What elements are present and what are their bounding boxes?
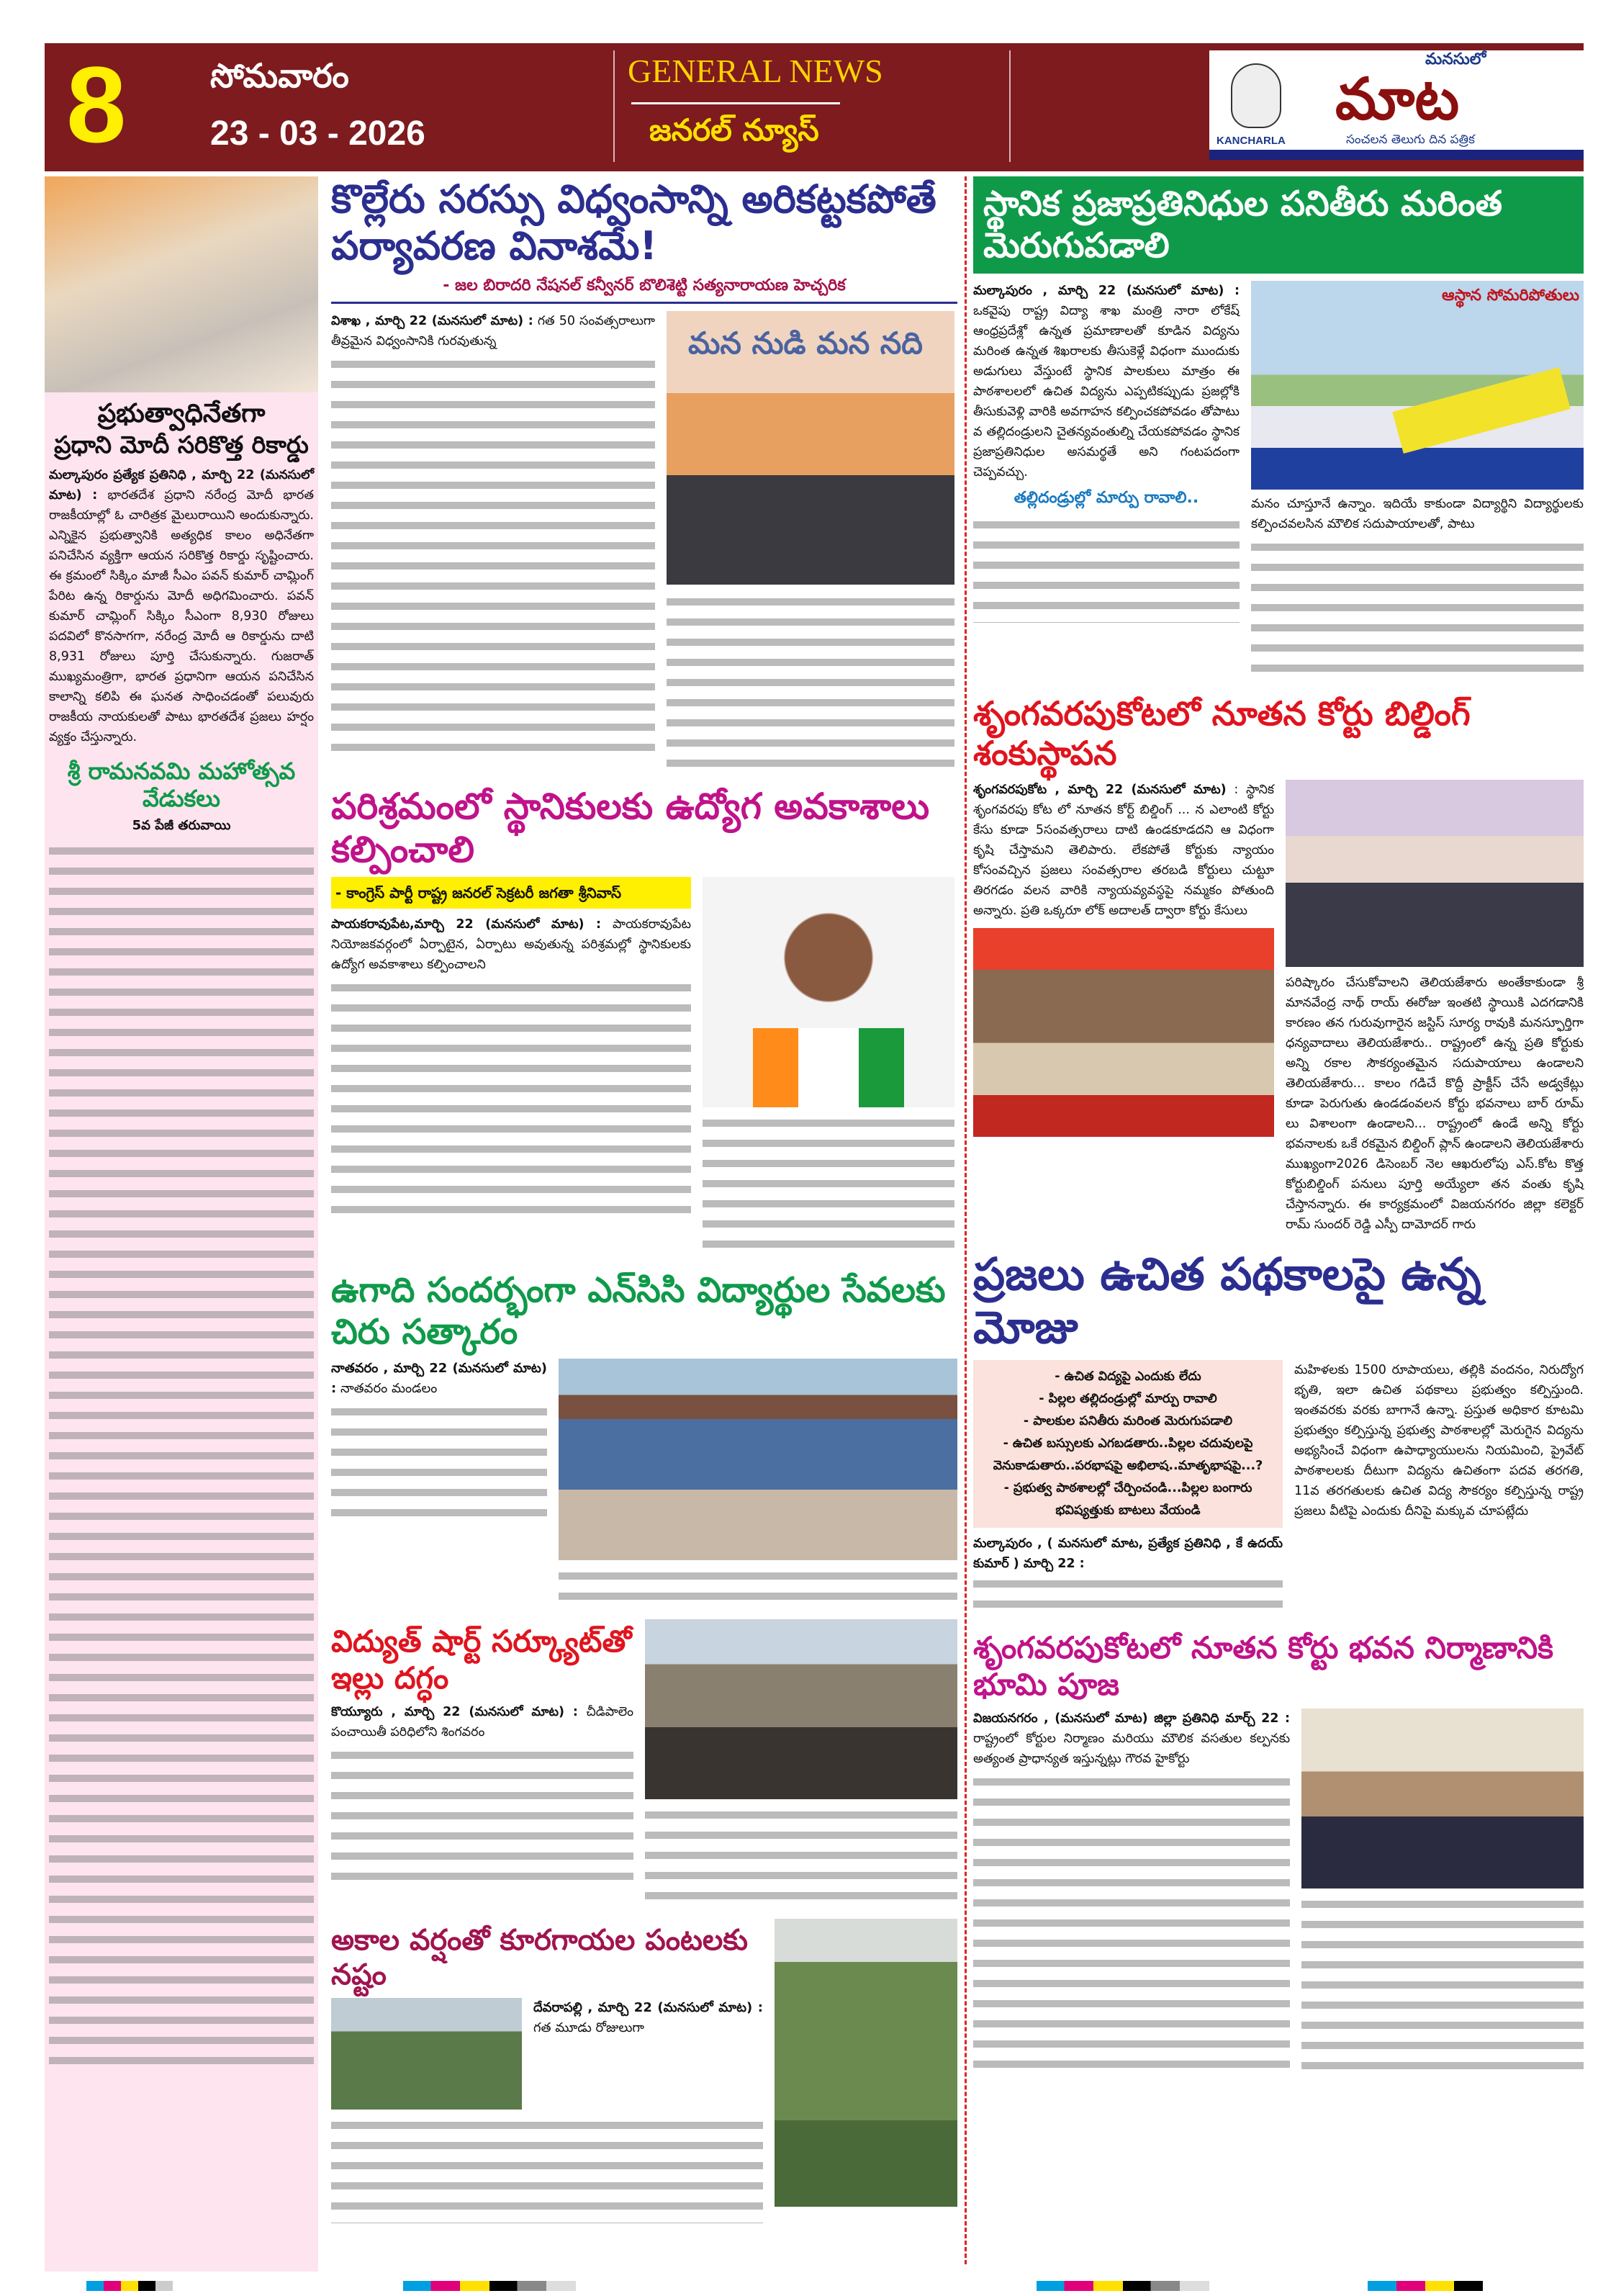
divider xyxy=(631,102,840,104)
jagata-srinivas-photo xyxy=(703,877,954,1107)
article-fire xyxy=(331,1619,957,1906)
logo-brand: KANCHARLA xyxy=(1216,135,1286,147)
article-right xyxy=(1301,1709,1584,2081)
article-left xyxy=(331,1919,763,2223)
headline: ప్రభుత్వాధినేతగా xyxy=(97,399,266,428)
article-right xyxy=(667,311,954,772)
article-body xyxy=(45,465,318,747)
headline: శ్రీ రామనవమి మహోత్సవ వేడుకలు xyxy=(67,757,296,813)
article-body xyxy=(331,1359,547,1399)
section-title-te: జనరల్ న్యూస్ xyxy=(649,112,819,148)
headline: శృంగవరపుకోటలో నూతన కోర్టు బిల్డింగ్ శంకుస్థాపన xyxy=(973,694,1471,773)
photo-caption-text xyxy=(703,1113,954,1257)
newspaper-logo xyxy=(1209,50,1584,160)
article-body-continued xyxy=(331,1402,547,1524)
print-registration-bar xyxy=(1368,2281,1483,2291)
dateline: పాయకరావుపేట,మార్చి 22 (మనసులో మాట) : xyxy=(331,917,602,932)
reclining-man-figure xyxy=(1392,367,1570,454)
dateline: విశాఖ , మార్చి 22 (మనసులో మాట) : xyxy=(331,314,533,329)
article-body-continued xyxy=(331,1745,633,1889)
logo-small: మనసులో xyxy=(1425,50,1486,68)
subhead: - జల బిరాదరి నేషనల్ కన్వీనర్ బొలిశెట్టి సత్యనారాయణ హెచ్చరిక xyxy=(331,276,957,305)
article-text: మహిళలకు 1500 రూపాయలు, తల్లికి వందనం, నిరుద్యోగ భృతి, ఇలా ఉచిత పథకాలు ప్రభుత్వం కల్పిస్తుంది. ఇంతవరకు వరకు బాగానే ఉన్నా. ప్రస్తుత అధికార కూటమి ప్రభుత్వం కల్పిస్తున్న ప్రభుత్వ పాఠశాలల్లో మెరుగైన విద్యను అభ్యసించే విధంగా ఉపాధ్యాయులను నియమించి, ప్రైవేట్ పాఠశాలలకు దీటుగా విద్యను ఉచితంగా పదవ తరగతి, 11వ తరగతులకు ఉచిత విద్య సౌకర్యం కల్పిస్తున్న రాష్ట్ర ప్రజలు వీటిపై ఎందుకు దీనిపై మక్కువ చూపట్లేదు xyxy=(1294,1363,1584,1519)
article-body xyxy=(1251,494,1584,534)
article-body xyxy=(331,1702,633,1742)
headline: పరిశ్రమంలో స్థానికులకు ఉద్యోగ అవకాశాలు కల్పించాలి xyxy=(331,785,930,871)
masthead xyxy=(45,43,1584,171)
article-text: మనం చూస్తూనే ఉన్నాం. ఇదియే కాకుండా విద్యార్థిని విద్యార్థులకు కల్పించవలసిన మౌలిక సదుపాయాలతో, పాటు xyxy=(1251,497,1584,532)
article-left xyxy=(973,281,1240,623)
highlights-box xyxy=(973,1360,1283,1528)
founder-portrait-icon xyxy=(1231,63,1281,128)
article-body-continued xyxy=(331,978,691,1215)
article-jobs xyxy=(331,785,957,1257)
headline: శృంగవరపుకోటలో నూతన కోర్టు భవన నిర్మాణానికి భూమి పూజ xyxy=(973,1630,1554,1702)
article-body-continued xyxy=(973,1574,1283,1617)
article-body-continued xyxy=(331,354,655,757)
article-body xyxy=(1286,973,1584,1235)
article-kolleru xyxy=(331,176,957,772)
headline: విద్యుత్ షార్ట్ సర్క్యూట్‌తో ఇల్లు దగ్ధం xyxy=(331,1624,632,1696)
article-text: ఒకవైపు రాష్ట్ర విద్యా శాఖ మంత్రి నారా లోకేష్ ఆంధ్రప్రదేశ్లో ఉన్నత ప్రమాణాలతో కూడిన విద్యను మరింత ఉన్నత శిఖరాలకు తీసుకెళ్లే విధంగా ముందుకు అడుగులు వేస్తుంటే స్థానిక పాలకులు మాత్రం ఈ పాఠశాలలలో ఉచిత విద్యను ఎప్పటికప్పుడు ప్రజల్లోకి తీసుకువెళ్లి వారికి అవగాహన కల్పించకపోవడం తోపాటు వ తల్లిదండ్రులని చైతన్యవంతుల్ని చేయకపోవడం స్థానిక ప్రజాప్రతినిధుల అసమర్థతే అని గంటపదంగా చెప్పవచ్చు. xyxy=(973,304,1240,480)
ncc-students-photo xyxy=(559,1359,957,1560)
cartoon-image xyxy=(1251,281,1584,490)
article-left xyxy=(331,1359,547,1524)
headline-banner xyxy=(973,176,1584,274)
article-text: చీడిపాలెం పంచాయితీ పరిధిలోని శింగవరం xyxy=(331,1705,633,1740)
headline: కొల్లేరు సరస్సు విధ్వంసాన్ని అరికట్టకపోతే పర్యావరణ వినాశమే! xyxy=(331,176,936,269)
subhead: తల్లిదండ్రుల్లో మార్పు రావాలి.. xyxy=(1014,489,1199,508)
headline: అకాల వర్షంతో కూరగాయల పంటలకు నష్టం xyxy=(331,1924,748,1992)
article-right xyxy=(1251,281,1584,681)
headline: స్థానిక ప్రజాప్రతినిధుల పనితీరు మరింత మెరుగుపడాలి xyxy=(983,184,1502,266)
photo-caption-text xyxy=(559,1566,957,1606)
article-body xyxy=(1294,1360,1584,1521)
article-right xyxy=(645,1619,957,1906)
article-ncc xyxy=(331,1270,957,1606)
article-body-continued xyxy=(973,1772,1290,2074)
dateline: కొయ్యూరు , మార్చి 22 (మనసులో మాట) : xyxy=(331,1705,578,1720)
article-text: పరిష్కారం చేసుకోవాలని తెలియజేశారు అంతేకాకుండా శ్రీ మానవేంద్ర నాథ్ రాయ్ ఈరోజు ఇంతటి స్థాయికి ఎదగడానికి కారణం తన గురువుగారైన జస్టిస్ సూర్య రావుకి మనస్ఫూర్తిగా ధన్యవాదాలు తెలియజేశారు.. రాష్ట్రంలో ఉన్న ప్రతి కోర్టుకు అన్ని రకాల సౌకర్యంతమైన సదుపాయాలు ఉండాలని తెలియజేశారు... కాలం గడిచే కొద్దీ ప్రాక్టీస్ చేసే అడ్వకేట్లు కూడా పెరుగుతు ఉండడంవలన కోర్టు భవనాలు బార్ రూమ్ లు విశాలంగా ఉండాలని... రాష్ట్రంలో ఉండే అన్ని కోర్టు భవనాలకు ఒకే రకమైన బిల్డింగ్ ప్లాన్ ఉండాలని తెలియజేశారు ముఖ్యంగా2026 డిసెంబర్ నెల ఆఖరులోపు ఎస్.కోట కొత్త కోర్టుబిల్డింగ్ పనులు పూర్తి అయ్యేలా తన వంతు కృషి చేస్తానన్నారు. ఈ కార్యక్రమంలో విజయనగరం జిల్లా కలెక్టర్ రామ్ సుందర్ రెడ్డి ఎస్పీ దామోదర్ గారు xyxy=(1286,975,1584,1232)
divider xyxy=(1009,50,1011,162)
article-left xyxy=(973,1709,1290,2074)
logo-tagline: సంచలన తెలుగు దిన పత్రిక xyxy=(1346,132,1475,147)
article-body xyxy=(973,780,1274,921)
highlight-item: - ఉచిత విద్యపై ఎందుకు లేదు xyxy=(1055,1369,1201,1385)
article-left xyxy=(331,311,655,757)
article-text: : స్థానిక శృంగవరపు కోట లో నూతన కోర్ట్ బిల్డింగ్ ... న ఎలాంటి కోర్టు కేసు కూడా 5సంవత్సరాలు దాటి ఉండకూడదని ఆ విధంగా కృషి చేస్తామని తెలిపారు. లేకపోతే కోర్టుకు న్యాయం కోసంవచ్చిన ప్రజలు సంవత్సరాల తరబడి కోర్టులు చుట్టూ తిరగడం వలన వారికి న్యాయవ్యవస్థపై నమ్మకం పోతుంది అన్నారు. ప్రతి ఒక్కరూ లోక్ అదాలత్ ద్వారా కోర్టు కేసులు xyxy=(973,782,1274,918)
divider xyxy=(613,50,615,162)
dateline: నాతవరం , మార్చి 22 (మనసులో మాట) : xyxy=(331,1361,547,1397)
section-title-en: GENERAL NEWS xyxy=(628,53,883,89)
article-body-continued xyxy=(667,592,954,772)
article-body xyxy=(973,1534,1283,1574)
article-body-continued xyxy=(973,515,1240,623)
article-body xyxy=(533,1998,763,2038)
article-body-continued xyxy=(49,841,314,2065)
article-bhoomi-puja xyxy=(973,1630,1584,2081)
article-right xyxy=(559,1359,957,1606)
cartoon-caption: ఆస్థాన సోమరిపోతులు xyxy=(1441,287,1579,305)
article-right xyxy=(703,877,954,1257)
banner-text: మన నుడి మన నది xyxy=(688,325,923,361)
logo-main: మాట xyxy=(1335,66,1460,132)
left-column xyxy=(45,176,318,2272)
burnt-house-photo xyxy=(645,1619,957,1799)
article-court-building xyxy=(973,694,1584,1234)
foundation-stone-photo xyxy=(973,928,1274,1137)
article-left xyxy=(973,780,1274,1137)
article-body-continued xyxy=(331,2115,763,2223)
article-text: నాతవరం మండలం xyxy=(340,1381,438,1397)
crop-field-photo xyxy=(331,1998,522,2110)
farmer-photo xyxy=(775,1919,957,2207)
page-number: 8 xyxy=(66,44,127,165)
dateline: దేవరాపల్లి , మార్చి 22 (మనసులో మాట) : xyxy=(533,2000,763,2016)
article-left xyxy=(331,1619,633,1889)
article-right xyxy=(1286,780,1584,1235)
press-meet-photo xyxy=(667,311,954,585)
article-body xyxy=(973,281,1240,482)
dateline: శృంగవరపుకోట , మార్చి 22 (మనసులో మాట) xyxy=(973,782,1227,797)
article-body xyxy=(973,1709,1290,1769)
article-text: భారతదేశ ప్రధాని నరేంద్ర మోదీ భారత రాజకీయాల్లో ఓ చారిత్రక మైలురాయిని అందుకున్నారు. ఎన్నికైన ప్రభుత్వానికి అత్యధిక కాలం అధినేతగా పనిచేసిన వ్యక్తిగా ఆయన సరికొత్త రికార్డు సృష్టించారు. ఈ క్రమంలో సిక్కిం మాజీ సీఎం పవన్ కుమార్ చామ్లింగ్ పేరిట ఉన్న రికార్డును మోదీ అధిగమించారు. పవన్ కుమార్ చామ్లింగ్ సిక్కిం సీఎంగా 8,930 రోజులు పదవిలో కొనసాగగా, నరేంద్ర మోదీ ఆ రికార్డును దాటి 8,931 రోజులు పూర్తి చేసుకున్నారు. గుజరాత్ ముఖ్యమంత్రిగా, భారత ప్రధానిగా ఆయన పనిచేసిన కాలాన్ని కలిపి ఈ ఘనత సాధించడంతో పలువురు రాజకీయ నాయకులతో పాటు భారతదేశ ప్రజలు హర్షం వ్యక్తం చేస్తున్నారు. xyxy=(49,487,314,744)
dateline: విజయనగరం , (మనసులో మాట) జిల్లా ప్రతినిధి మార్చ్ 22 : xyxy=(973,1711,1290,1726)
column-divider xyxy=(965,176,967,2264)
dateline: మల్కాపురం ప్రత్యేక ప్రతినిధి , మార్చి 22 (మనసులో మాట) : xyxy=(49,467,314,503)
bhoomi-puja-photo xyxy=(1301,1709,1584,1888)
article-text: రాష్ట్రంలో కోర్టుల నిర్మాణం మరియు మౌలిక వసతుల కల్పనకు అత్యంత ప్రాధాన్యత ఇస్తున్నట్లు గౌరవ హైకోర్టు xyxy=(973,1732,1290,1767)
article-representatives xyxy=(973,176,1584,681)
right-column xyxy=(973,176,1584,2094)
logo-bar xyxy=(1209,150,1584,160)
highlight-item: - పిల్లల తల్లిదండ్రుల్లో మార్పు రావాలి xyxy=(1039,1392,1217,1407)
dateline: మల్కాపురం , ( మనసులో మాట, ప్రత్యేక ప్రతినిధి , కే ఉదయ్ కుమార్ ) మార్చి 22 : xyxy=(973,1536,1283,1572)
article-rain xyxy=(331,1919,957,2223)
article-left xyxy=(973,1360,1283,1617)
byline: - కాంగ్రెస్ పార్టీ రాష్ట్ర జనరల్ సెక్రటరీ జగతా శ్రీనివాస్ xyxy=(331,877,691,909)
highlight-item: - పాలకుల పనితీరు మరింత మెరుగుపడాలి xyxy=(1023,1414,1233,1429)
headline: ఉగాది సందర్భంగా ఎన్‌సిసి విద్యార్థుల సేవలకు చిరు సత్కారం xyxy=(331,1270,946,1352)
court-ceremony-photo xyxy=(1286,780,1584,967)
print-registration-bar xyxy=(1037,2281,1209,2291)
headline: ప్రధాని మోదీ సరికొత్త రికార్డు xyxy=(54,431,309,459)
continued-label: 5వ పేజీ తరువాయి xyxy=(132,817,231,833)
dateline: మల్కాపురం , మార్చి 22 (మనసులో మాట) : xyxy=(973,284,1240,299)
scarf xyxy=(753,1028,904,1107)
article-free-schemes xyxy=(973,1248,1584,1618)
highlight-item: - ప్రభుత్వ పాఠశాలల్లో చేర్పించండి...పిల్లల బంగారు భవిష్యత్తుకు బాటలు వేయండి xyxy=(1003,1481,1252,1518)
article-left xyxy=(331,877,691,1215)
article-text: గత 50 సంవత్సరాలుగా తీవ్రమైన విధ్వంసానికి గురవుతున్న xyxy=(331,314,655,349)
highlight-item: - ఉచిత బస్సులకు ఎగబడతారు..పిల్లల చదువులపై వెనుకాడుతారు..పరభాషపై అభిలాష..మాతృభాషపై...? xyxy=(993,1436,1263,1474)
article-body-continued xyxy=(1301,1894,1584,2081)
article-body xyxy=(331,914,691,975)
headline: ప్రజలు ఉచిత పథకాలపై ఉన్న మోజు xyxy=(973,1247,1481,1354)
middle-column xyxy=(331,176,957,2236)
date-label: 23 - 03 - 2026 xyxy=(210,114,425,153)
print-registration-bar xyxy=(86,2281,173,2291)
day-label: సోమవారం xyxy=(210,56,349,95)
article-text: పాయకరావుపేట నియోజకవర్గంలో ఏర్పాటైన, ఏర్పాటు అవుతున్న పరిశ్రమల్లో స్థానికులకు ఉద్యోగ అవకాశాలు కల్పించాలని xyxy=(331,917,691,973)
modi-photo xyxy=(45,176,318,392)
article-body-continued xyxy=(1251,537,1584,681)
article-text: గత మూడు రోజులుగా xyxy=(533,2020,645,2036)
article-body-continued xyxy=(645,1805,957,1906)
article-body xyxy=(331,311,655,351)
print-registration-bar xyxy=(403,2281,576,2291)
